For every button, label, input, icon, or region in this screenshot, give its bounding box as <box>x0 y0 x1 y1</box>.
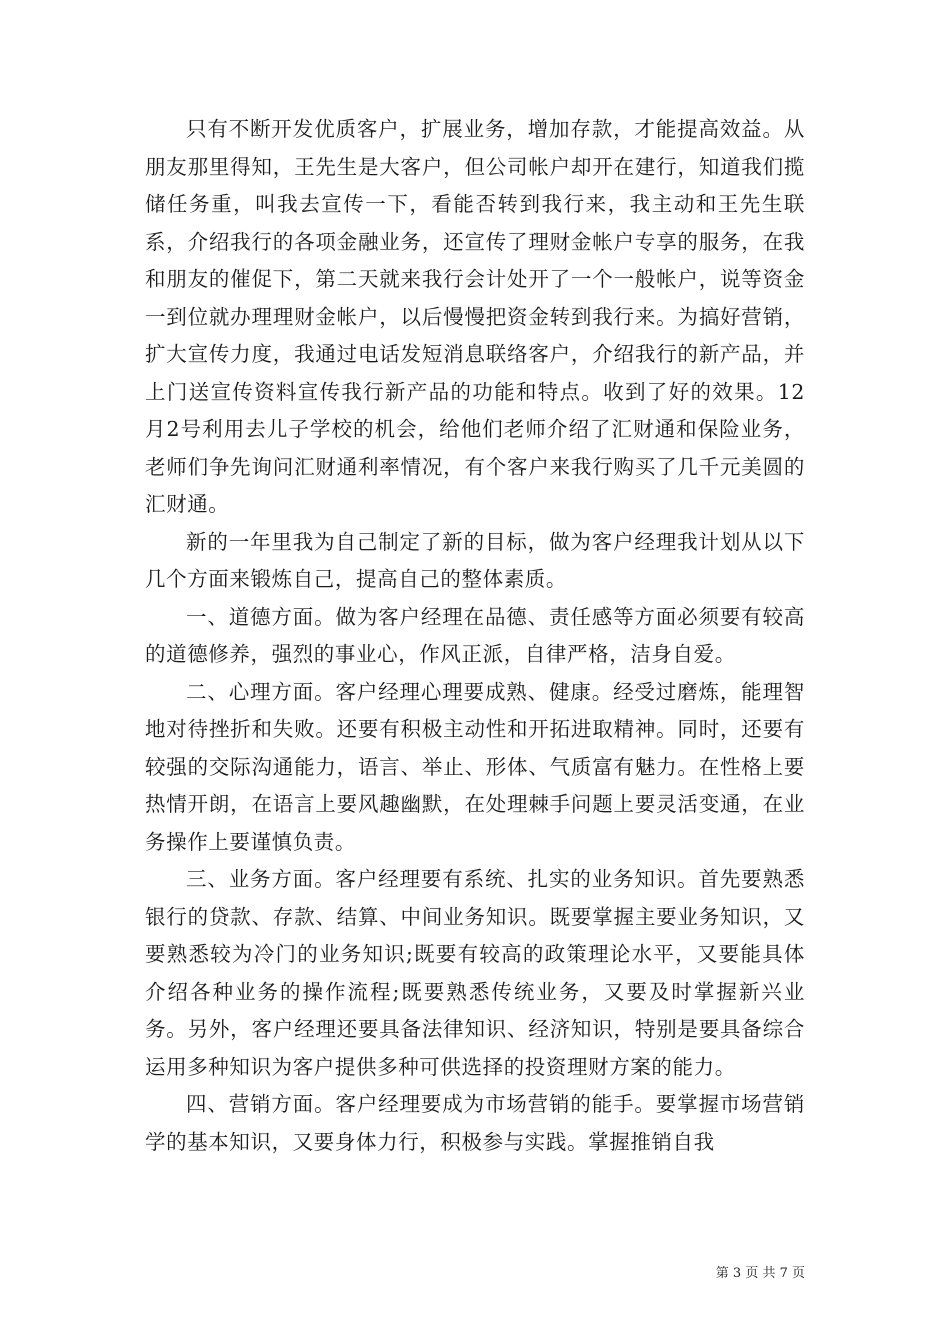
paragraph: 四、营销方面。客户经理要成为市场营销的能手。要掌握市场营销学的基本知识，又要身体力行，积极参与实践。掌握推销自我 <box>145 1092 805 1154</box>
paragraph: 新的一年里我为自己制定了新的目标，做为客户经理我计划从以下几个方面来锻炼自己，提高自己的整体素质。 <box>145 529 805 591</box>
paragraph: 二、心理方面。客户经理心理要成熟、健康。经受过磨炼，能理智地对待挫折和失败。还要有积极主动性和开拓进取精神。同时，还要有较强的交际沟通能力，语言、举止、形体、气质富有魅力。在性格上要热情开朗，在语言上要风趣幽默，在处理棘手问题上要灵活变通，在业务操作上要谨慎负责。 <box>145 679 805 854</box>
document-body <box>145 111 805 1161</box>
paragraph: 三、业务方面。客户经理要有系统、扎实的业务知识。首先要熟悉银行的贷款、存款、结算、中间业务知识。既要掌握主要业务知识，又要熟悉较为冷门的业务知识;既要有较高的政策理论水平，又要能具体介绍各种业务的操作流程;既要熟悉传统业务，又要及时掌握新兴业务。另外，客户经理还要具备法律知识、经济知识，特别是要具备综合运用多种知识为客户提供多种可供选择的投资理财方案的能力。 <box>145 867 805 1079</box>
page-number: 第 3 页 共 7 页 <box>715 1266 805 1281</box>
paragraph: 只有不断开发优质客户，扩展业务，增加存款，才能提高效益。从朋友那里得知，王先生是大客户，但公司帐户却开在建行，知道我们揽储任务重，叫我去宣传一下，看能否转到我行来，我主动和王先生联系，介绍我行的各项金融业务，还宣传了理财金帐户专享的服务，在我和朋友的催促下，第二天就来我行会计处开了一个一般帐户，说等资金一到位就办理理财金帐户，以后慢慢把资金转到我行来。为搞好营销，扩大宣传力度，我通过电话发短消息联络客户，介绍我行的新产品，并上门送宣传资料宣传我行新产品的功能和特点。收到了好的效果。12月2号利用去儿子学校的机会，给他们老师介绍了汇财通和保险业务，老师们争先询问汇财通利率情况，有个客户来我行购买了几千元美圆的汇财通。 <box>145 117 805 516</box>
paragraph: 一、道德方面。做为客户经理在品德、责任感等方面必须要有较高的道德修养，强烈的事业心，作风正派，自律严格，洁身自爱。 <box>145 604 805 666</box>
